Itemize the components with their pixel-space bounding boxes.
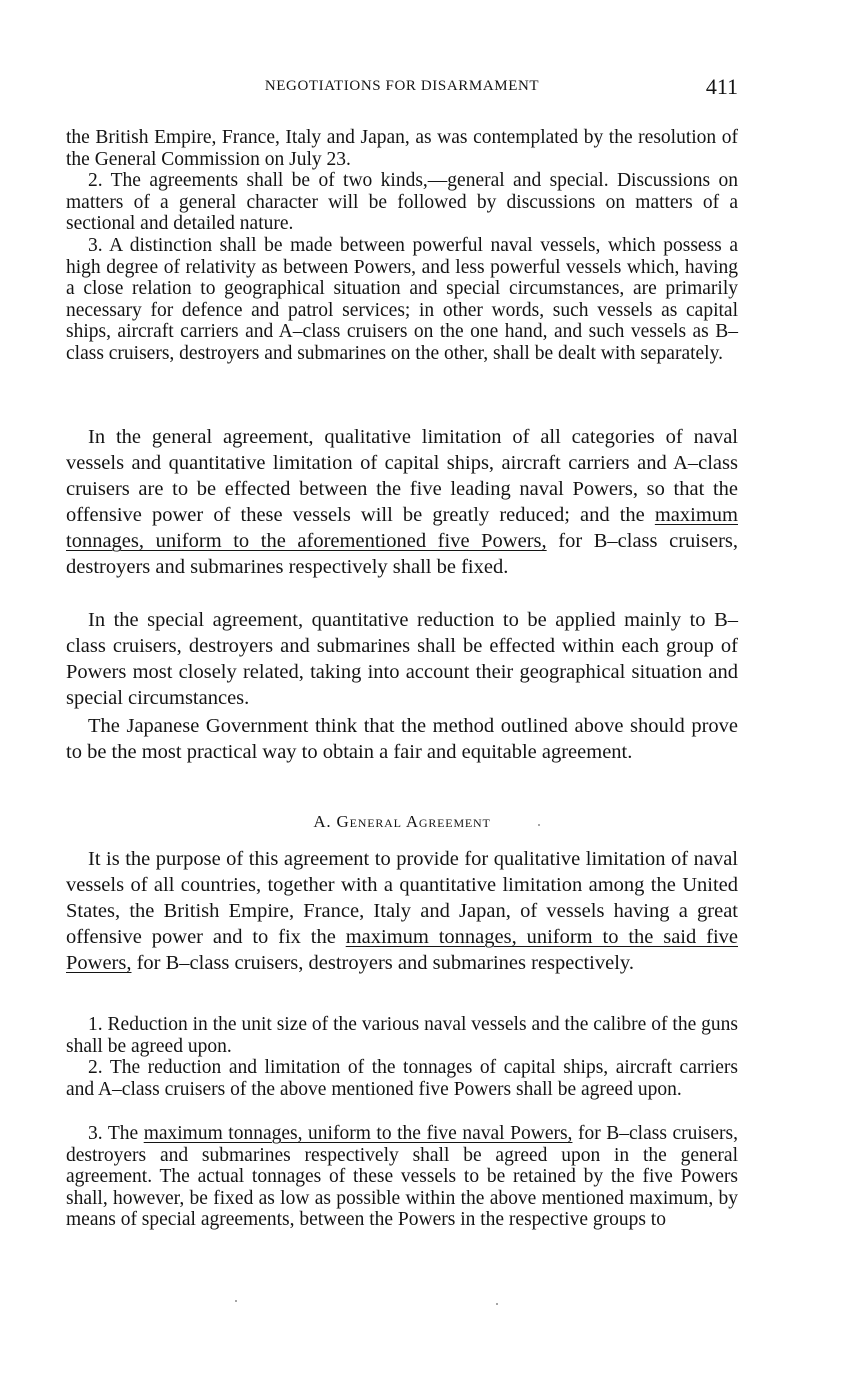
purpose-text: It is the purpose of this agreement to provide for qualitative limitation of naval vessels of all countries, together with a quantitative limitation among the United States, the British Empire, France, Italy and Japan, of vessels having a great offensive power and to fix the <box>66 848 738 949</box>
intro-item-2: 2. The agreements shall be of two kinds,—general and special. Discussions on matters of a general character will be followed by discussions on matters of a sectional and detailed nature. <box>66 170 738 235</box>
general-paragraph-underlined: maximum tonnages, uniform to the aforementioned five Powers, <box>66 504 738 553</box>
item-3-text: 3. The <box>88 1123 144 1144</box>
agreement-item-3 <box>66 1123 738 1231</box>
agreement-item-1: 1. Reduction in the unit size of the various naval vessels and the calibre of the guns shall be agreed upon. <box>66 1014 738 1057</box>
purpose-text-end: for B–class cruisers, destroyers and submarines respectively. <box>131 952 634 975</box>
running-title: NEGOTIATIONS FOR DISARMAMENT <box>264 78 540 94</box>
item-3-underlined: maximum tonnages, uniform to the five naval Powers, <box>143 1123 573 1144</box>
page-number: 411 <box>705 74 738 99</box>
intro-item-3: 3. A distinction shall be made between powerful naval vessels, which possess a high degree of relativity as between Powers, and less powerful vessels which, having a close relation to geographical situation and special circumstances, are primarily necessary for defence and patrol services; in other words, such vessels as capital ships, aircraft carriers and A–class cruisers on the one hand, and such vessels as B–class cruisers, destroyers and submarines on the other, shall be dealt with separately. <box>66 235 738 364</box>
purpose-underlined: maximum tonnages, uniform to the said five Powers, <box>66 926 738 975</box>
section-heading: A. General Agreement <box>313 812 491 831</box>
general-paragraph-text-end: for B–class cruisers, destroyers and submarines respectively shall be fixed. <box>66 530 738 579</box>
general-agreement-paragraph <box>66 424 738 581</box>
scan-speck <box>235 1300 237 1302</box>
special-agreement-paragraph: In the special agreement, quantitative reduction to be applied mainly to B–class cruisers, destroyers and submarines shall be effected within each group of Powers most closely related, taking into account their geographical situation and special circumstances. <box>66 609 738 710</box>
general-paragraph-text: In the general agreement, qualitative limitation of all categories of naval vessels and quantitative limitation of capital ships, aircraft carriers and A–class cruisers are to be effected between the five leading naval Powers, so that the offensive power of these vessels will be greatly reduced; and the <box>66 426 738 527</box>
item-3-text-end: for B–class cruisers, destroyers and submarines respectively shall be agreed upon in the general agreement. The actual tonnages of these vessels to be retained by the five Powers shall, however, be fixed as low as possible within the above mentioned maximum, by means of special agreements, between the Powers in the respective groups to <box>66 1123 738 1231</box>
method-paragraph: The Japanese Government think that the method outlined above should prove to be the most practical way to obtain a fair and equitable agreement. <box>66 715 738 764</box>
scan-speck <box>538 824 540 826</box>
purpose-paragraph <box>66 846 738 976</box>
running-header <box>66 76 738 100</box>
agreement-item-2: 2. The reduction and limitation of the tonnages of capital ships, aircraft carriers and A–class cruisers of the above mentioned five Powers shall be agreed upon. <box>66 1057 738 1100</box>
continuation-paragraph: the British Empire, France, Italy and Japan, as was contemplated by the resolution of the General Commission on July 23. <box>66 127 738 170</box>
scan-speck <box>496 1303 498 1305</box>
